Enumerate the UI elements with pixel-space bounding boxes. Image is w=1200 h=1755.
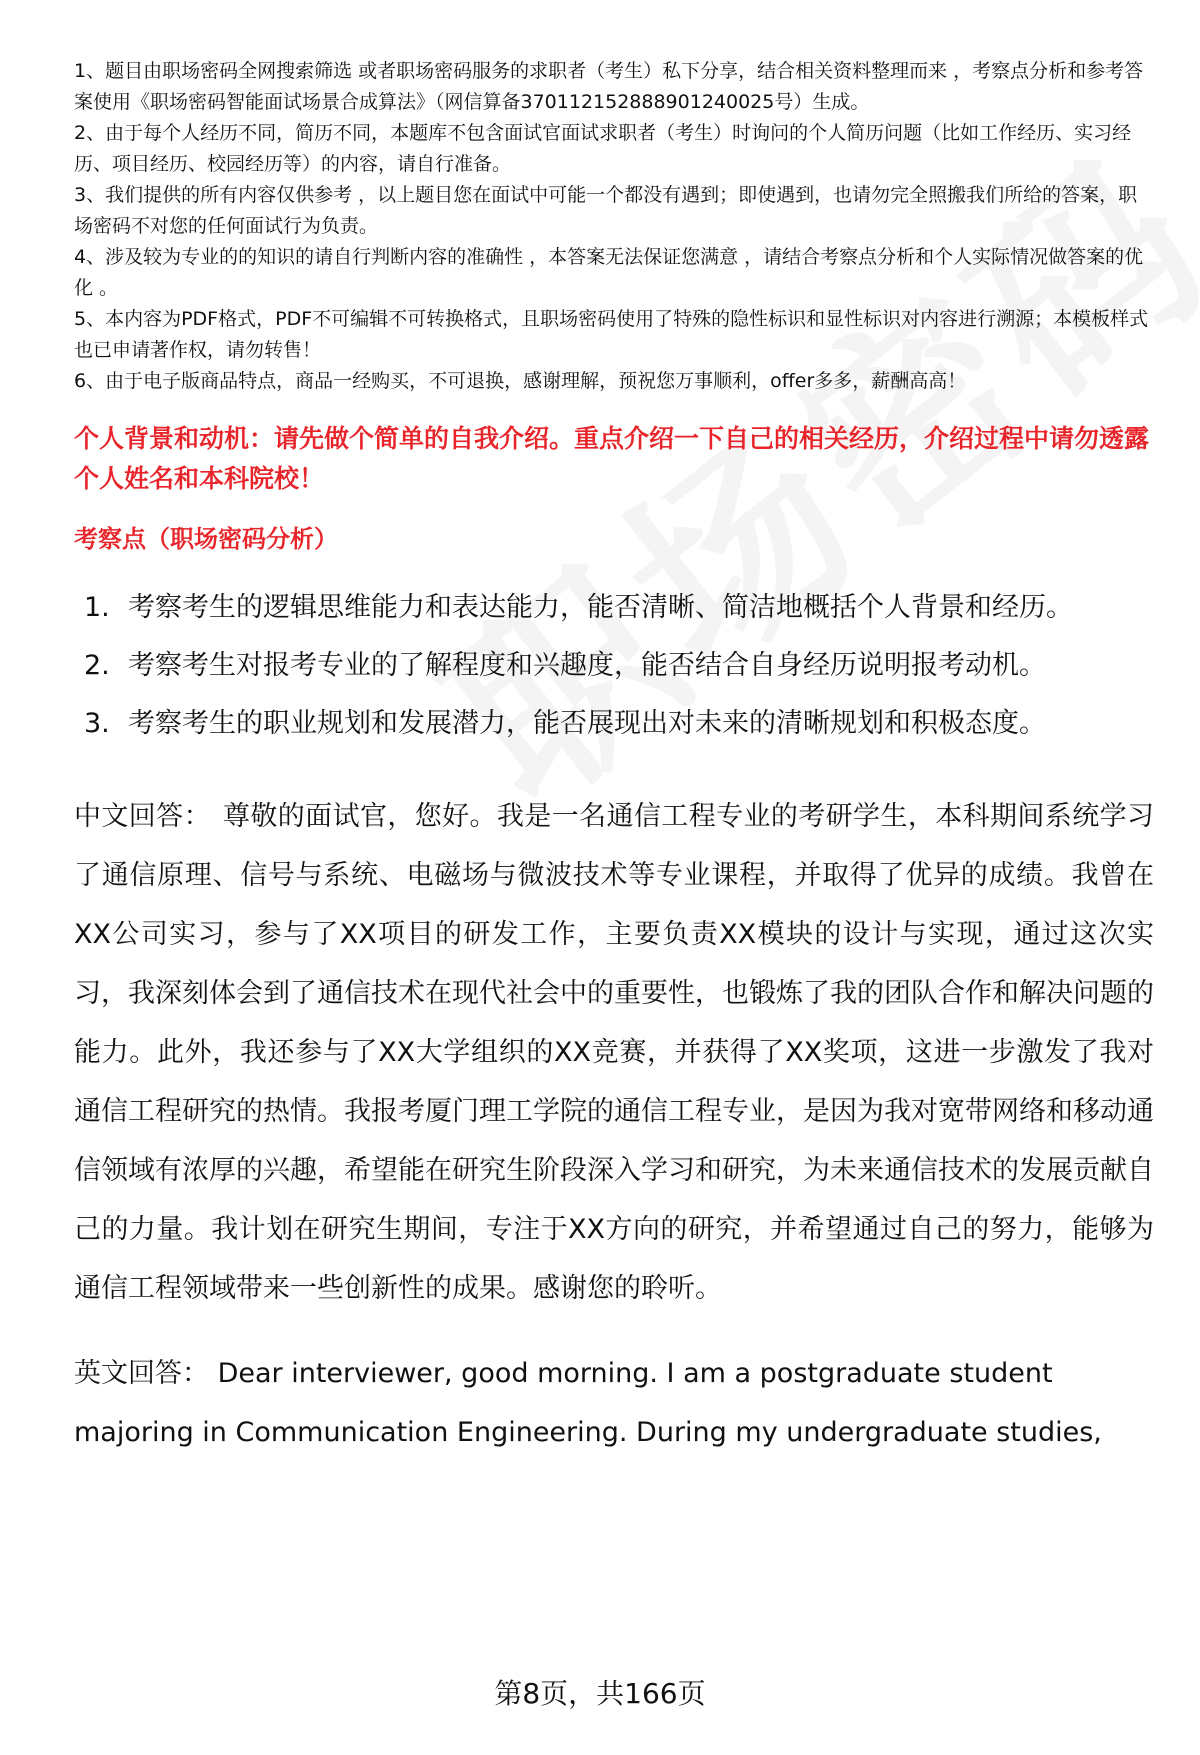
page-number: 第8页，共166页 <box>494 1677 706 1710</box>
question-title: 个人背景和动机：请先做个简单的自我介绍。重点介绍一下自己的相关经历，介绍过程中请勿透露个人姓名和本科院校！ <box>74 424 1150 493</box>
point-text: 考察考生对报考专业的了解程度和兴趣度，能否结合自身经历说明报考动机。 <box>128 650 1046 681</box>
analysis-point <box>74 695 1154 753</box>
analysis-point <box>74 637 1154 695</box>
analysis-heading: 考察点（职场密码分析） <box>74 525 338 553</box>
analysis-point <box>74 579 1154 637</box>
answer-english-label: 英文回答： <box>74 1358 209 1389</box>
point-text: 考察考生的职业规划和发展潜力，能否展现出对未来的清晰规划和积极态度。 <box>128 708 1046 739</box>
document-page <box>74 56 1154 1462</box>
point-text: 考察考生的逻辑思维能力和表达能力，能否清晰、简洁地概括个人背景和经历。 <box>128 592 1073 623</box>
point-number: 1. <box>84 592 110 623</box>
notice-item: 5、本内容为PDF格式，PDF不可编辑不可转换格式，且职场密码使用了特殊的隐性标识和显性标识对内容进行溯源；本模板样式也已申请著作权，请勿转售！ <box>74 308 1149 361</box>
notice-item: 1、题目由职场密码全网搜索筛选 或者职场密码服务的求职者（考生）私下分享，结合相关资料整理而来 ，考察点分析和参考答案使用《职场密码智能面试场景合成算法》（网信算备370112152888901240025号）生成。 <box>74 60 1144 113</box>
notice-item: 4、涉及较为专业的的知识的请自行判断内容的准确性 ，本答案无法保证您满意 ，请结合考察点分析和个人实际情况做答案的优化 。 <box>74 246 1144 299</box>
point-number: 3. <box>84 708 110 739</box>
analysis-points <box>74 579 1154 753</box>
point-number: 2. <box>84 650 110 681</box>
notice-item: 3、我们提供的所有内容仅供参考 ，以上题目您在面试中可能一个都没有遇到；即使遇到，也请勿完全照搬我们所给的答案，职场密码不对您的任何面试行为负责。 <box>74 184 1138 237</box>
notice-item: 6、由于电子版商品特点，商品一经购买，不可退换，感谢理解，预祝您万事顺利，offer多多，薪酬高高！ <box>74 370 967 392</box>
answer-chinese-label: 中文回答： <box>74 801 211 832</box>
answer-chinese-text: 尊敬的面试官，您好。我是一名通信工程专业的考研学生，本科期间系统学习了通信原理、信号与系统、电磁场与微波技术等专业课程，并取得了优异的成绩。我曾在XX公司实习，参与了XX项目的研发工作，主要负责XX模块的设计与实现，通过这次实习，我深刻体会到了通信技术在现代社会中的重要性，也锻炼了我的团队合作和解决问题的能力。此外，我还参与了XX大学组织的XX竞赛，并获得了XX奖项，这进一步激发了我对通信工程研究的热情。我报考厦门理工学院的通信工程专业，是因为我对宽带网络和移动通信领域有浓厚的兴趣，希望能在研究生阶段深入学习和研究，为未来通信技术的发展贡献自己的力量。我计划在研究生期间，专注于XX方向的研究，并希望通过自己的努力，能够为通信工程领域带来一些创新性的成果。感谢您的聆听。 <box>74 801 1155 1304</box>
answer-chinese <box>74 787 1154 1318</box>
notice-list <box>74 56 1154 397</box>
answer-english-text: Dear interviewer, good morning. I am a postgraduate student majoring in Communication Engineering. During my undergraduate studies, <box>74 1358 1102 1448</box>
notice-item: 2、由于每个人经历不同，简历不同，本题库不包含面试官面试求职者（考生）时询问的个人简历问题（比如工作经历、实习经历、项目经历、校园经历等）的内容，请自行准备。 <box>74 122 1132 175</box>
answer-english <box>74 1344 1154 1462</box>
